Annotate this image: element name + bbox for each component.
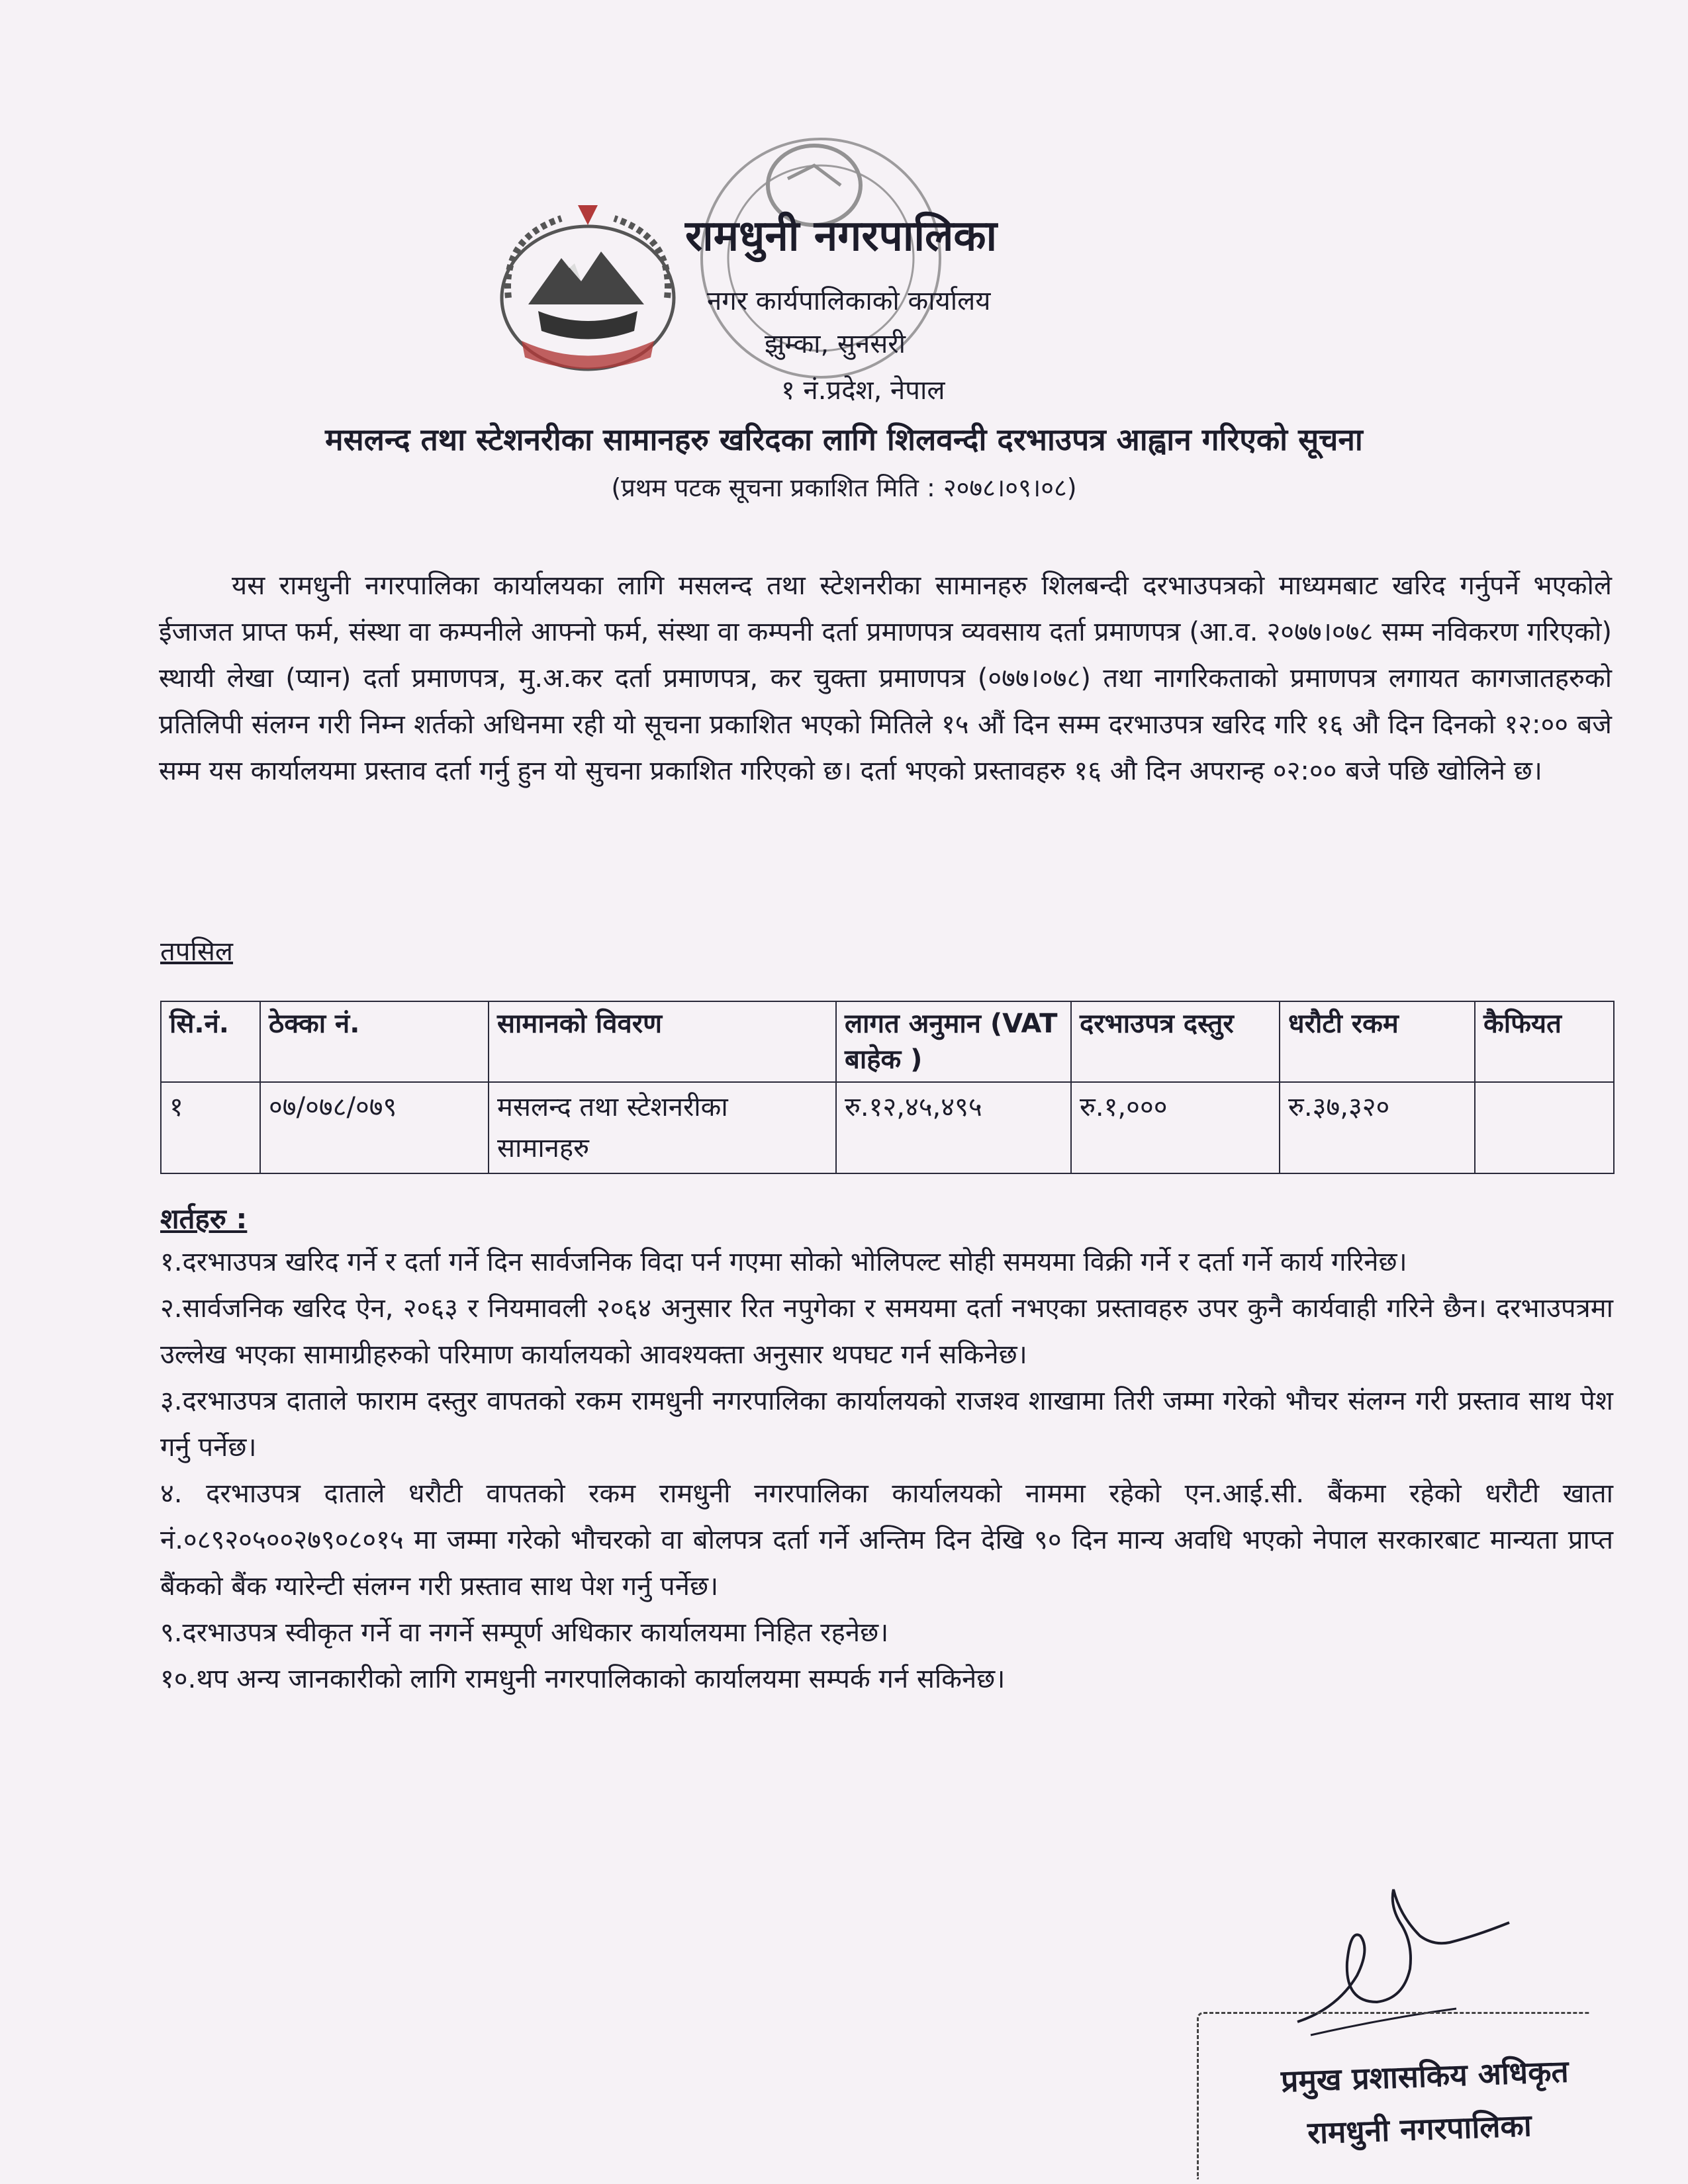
cell-cost-estimate: रु.१२,४५,४९५: [836, 1082, 1071, 1173]
term-item: १.दरभाउपत्र खरिद गर्ने र दर्ता गर्ने दिन सार्वजनिक विदा पर्न गएमा सोको भोलिपल्ट सोही समयमा विक्री गर्ने र दर्ता गर्ने कार्य गरिनेछ।: [160, 1247, 1407, 1277]
cell-remarks: [1475, 1082, 1614, 1173]
term-item: १०.थप अन्य जानकारीको लागि रामधुनी नगरपालिकाको कार्यालयमा सम्पर्क गर्न सकिनेछ।: [160, 1664, 1006, 1694]
office-place: झुम्का, सुनसरी: [765, 329, 906, 359]
org-name: रामधुनी नगरपालिका: [685, 212, 998, 261]
col-deposit: धरौटी रकम: [1280, 1001, 1475, 1082]
col-bid-fee: दरभाउपत्र दस्तुर: [1071, 1001, 1280, 1082]
office-province: १ नं.प्रदेश, नेपाल: [781, 375, 945, 406]
nepal-emblem-icon: [489, 199, 687, 377]
items-table: [160, 1001, 1615, 1174]
cell-serial: १: [161, 1082, 260, 1173]
col-cost-estimate: लागत अनुमान (VAT बाहेक ): [836, 1001, 1071, 1082]
notice-date: (प्रथम पटक सूचना प्रकाशित मिति : २०७८।०९।०८): [611, 473, 1077, 502]
cell-contract-no: ०७/०७८/०७९: [260, 1082, 489, 1173]
cell-deposit: रु.३७,३२०: [1280, 1082, 1475, 1173]
term-item: ९.दरभाउपत्र स्वीकृत गर्ने वा नगर्ने सम्पूर्ण अधिकार कार्यालयमा निहित रहनेछ।: [160, 1617, 889, 1648]
table-row: [161, 1082, 1614, 1173]
term-item: २.सार्वजनिक खरिद ऐन, २०६३ र नियमावली २०६४ अनुसार रित नपुगेका र समयमा दर्ता नभएका प्रस्तावहरु उपर कुनै कार्यवाही गरिने छैन। दरभाउपत्रमा उल्लेख भएका सामाग्रीहरुको परिमाण कार्यालयको आवश्यक्ता अनुसार थपघट गर्न सकिनेछ।: [160, 1293, 1613, 1370]
terms-list: [160, 1239, 1613, 1702]
office-name: नगर कार्यपालिकाको कार्यालय: [707, 286, 991, 316]
table-header-row: [161, 1001, 1614, 1082]
seal-org: रामधुनी नगरपालिका: [1307, 2107, 1532, 2151]
notice-body-text: यस रामधुनी नगरपालिका कार्यालयका लागि मसलन्द तथा स्टेशनरीका सामानहरु शिलबन्दी दरभाउपत्रको माध्यमबाट खरिद गर्नुपर्ने भएकोले ईजाजत प्राप्त फर्म, संस्था वा कम्पनीले आफ्नो फर्म, संस्था वा कम्पनी दर्ता प्रमाणपत्र व्यवसाय दर्ता प्रमाणपत्र (आ.व. २०७७।०७८ सम्म नविकरण गरिएको) स्थायी लेखा (प्यान) दर्ता प्रमाणपत्र, मु.अ.कर दर्ता प्रमाणपत्र, कर चुक्ता प्रमाणपत्र (०७७।०७८) तथा नागरिकताको प्रमाणपत्र लगायत कागजातहरुको प्रतिलिपी संलग्न गरी निम्न शर्तको अधिनमा रही यो सूचना प्रकाशित भएको मितिले १५ औं दिन सम्म दरभाउपत्र खरिद गरि १६ औ दिन दिनको १२:०० बजे सम्म यस कार्यालयमा प्रस्ताव दर्ता गर्नु हुन यो सुचना प्रकाशित गरिएको छ। दर्ता भएको प्रस्तावहरु १६ औ दिन अपरान्ह ०२:०० बजे पछि खोलिने छ।: [159, 570, 1612, 786]
col-remarks: कैफियत: [1475, 1001, 1614, 1082]
col-contract-no: ठेक्का नं.: [260, 1001, 489, 1082]
term-item: ४. दरभाउपत्र दाताले धरौटी वापतको रकम रामधुनी नगरपालिका कार्यालयको नाममा रहेको एन.आई.सी. बैंकमा रहेको धरौटी खाता नं.०८९२०५००२७९०८०१५ मा जम्मा गरेको भौचरको वा बोलपत्र दर्ता गर्ने अन्तिम दिन देखि ९० दिन मान्य अवधि भएको नेपाल सरकारबाट मान्यता प्राप्त बैंकको बैंक ग्यारेन्टी संलग्न गरी प्रस्ताव साथ पेश गर्नु पर्नेछ।: [160, 1479, 1613, 1602]
table-heading: तपसिल: [160, 936, 234, 967]
notice-title: मसलन्द तथा स्टेशनरीका सामानहरु खरिदका लागि शिलवन्दी दरभाउपत्र आह्वान गरिएको सूचना: [325, 422, 1363, 457]
term-item: ३.दरभाउपत्र दाताले फाराम दस्तुर वापतको रकम रामधुनी नगरपालिका कार्यालयको राजश्व शाखामा तिरी जम्मा गरेको भौचर संलग्न गरी प्रस्ताव साथ पेश गर्नु पर्नेछ।: [160, 1386, 1613, 1463]
col-description: सामानको विवरण: [489, 1001, 836, 1082]
seal-title: प्रमुख प्रशासकिय अधिकृत: [1280, 2053, 1570, 2099]
cell-description: मसलन्द तथा स्टेशनरीका सामानहरु: [489, 1082, 836, 1173]
notice-body: [159, 563, 1612, 794]
terms-heading: शर्तहरु :: [160, 1203, 248, 1235]
col-serial: सि.नं.: [161, 1001, 260, 1082]
cell-bid-fee: रु.१,०००: [1071, 1082, 1280, 1173]
